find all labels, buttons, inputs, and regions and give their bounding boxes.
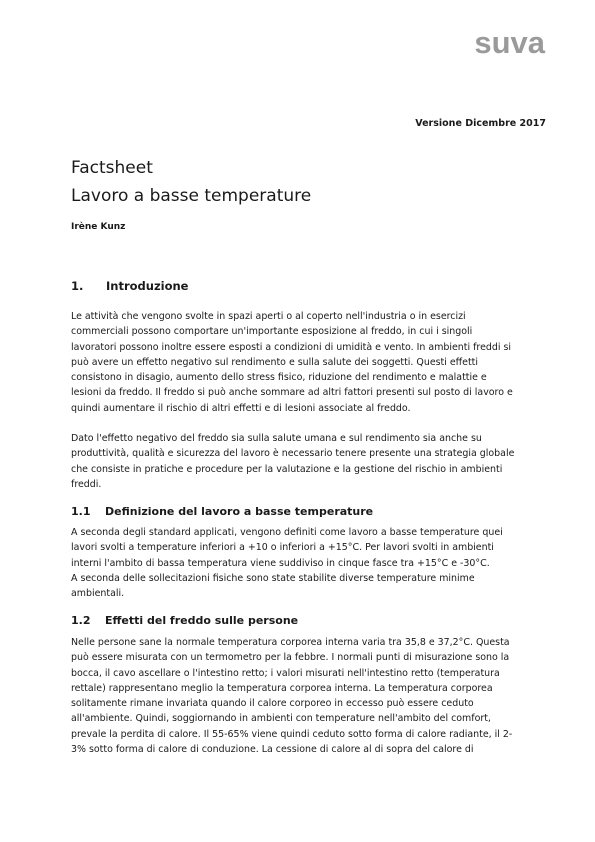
text-line: produttività, qualità e sicurezza del lavoro è necessario tenere presente una strategia globale [71, 448, 515, 460]
section-1-2-paragraph [71, 635, 551, 757]
version-date: Versione Dicembre 2017 [415, 118, 546, 129]
author-name: Irène Kunz [71, 222, 126, 232]
section-number: 1. [71, 279, 84, 293]
section-title: Introduzione [106, 279, 189, 293]
text-line: 3% sotto forma di calore di conduzione. La cessione di calore al di sopra del calore di [71, 744, 474, 756]
text-line: lavoratori possono inoltre essere esposti a condizioni di umidità e vento. In ambienti freddi si [71, 341, 512, 353]
text-line: quindi aumentare il rischio di altri effetti e di lesioni associate al freddo. [71, 402, 411, 414]
text-line: prevale la perdita di calore. Il 55-65% viene quindi ceduto sotto forma di calore radiante, il 2- [71, 728, 513, 740]
section-1-1-paragraph [71, 525, 551, 601]
section-1-1-heading [71, 505, 373, 518]
text-line: Nelle persone sane la normale temperatura corporea interna varia tra 35,8 e 37,2°C. Questa [71, 637, 510, 648]
section-number: 1.1 [71, 505, 91, 518]
text-line: commerciali possono comportare un'importante esposizione al freddo, in cui i singoli [71, 326, 473, 338]
section-title: Definizione del lavoro a basse temperature [105, 505, 374, 518]
section-1-2-heading [71, 614, 298, 627]
text-line: ambientali. [71, 588, 125, 600]
section-number: 1.2 [71, 614, 91, 627]
text-line: lesioni da freddo. Il freddo si può anche sommare ad altri fattori presenti sul posto di lavoro e [71, 387, 513, 399]
text-line: A seconda degli standard applicati, vengono definiti come lavoro a basse temperature quei [71, 527, 503, 538]
suva-logo: suva [474, 25, 545, 60]
text-line: può essere misurata con un termometro per la febbre. I normali punti di misurazione sono la [71, 652, 510, 664]
text-line: rettale) rappresentano meglio la temperatura corporea interna. La temperatura corporea [71, 682, 493, 694]
text-line: lavori svolti a temperature inferiori a +10 o inferiori a +15°C. Per lavori svolti in ambienti [71, 542, 494, 554]
text-line: Le attività che vengono svolte in spazi aperti o al coperto nell'industria o in esercizi [71, 311, 466, 322]
document-title [71, 154, 311, 210]
section-1-heading [71, 279, 188, 293]
text-line: Dato l'effetto negativo del freddo sia sulla salute umana e sul rendimento sia anche su [71, 433, 482, 444]
text-line: consistono in disagio, aumento dello stress fisico, riduzione del rendimento e malattie e [71, 372, 487, 384]
title-line-1: Factsheet [71, 158, 153, 178]
intro-paragraph-2 [71, 431, 551, 492]
section-title: Effetti del freddo sulle persone [105, 614, 299, 627]
text-line: A seconda delle sollecitazioni fisiche sono state stabilite diverse temperature minime [71, 572, 475, 584]
text-line: interni l'ambito di bassa temperatura viene suddiviso in cinque fasce tra +15°C e -30°C. [71, 557, 490, 569]
text-line: bocca, il cavo ascellare o l'intestino retto; i valori misurati nell'intestino retto (temperatura [71, 667, 500, 679]
intro-paragraph-1 [71, 309, 551, 416]
text-line: può avere un effetto negativo sul rendimento e sulla salute dei soggetti. Questi effetti [71, 356, 478, 368]
text-line: solitamente rimane invariata quando il calore corporeo in eccesso può essere ceduto [71, 698, 474, 710]
title-line-2: Lavoro a basse temperature [71, 186, 312, 206]
text-line: freddi. [71, 478, 102, 490]
text-line: che consiste in pratiche e procedure per la valutazione e la gestione del rischio in ambienti [71, 463, 503, 475]
text-line: all'ambiente. Quindi, soggiornando in ambienti con temperature nell'ambito del comfort, [71, 713, 491, 725]
